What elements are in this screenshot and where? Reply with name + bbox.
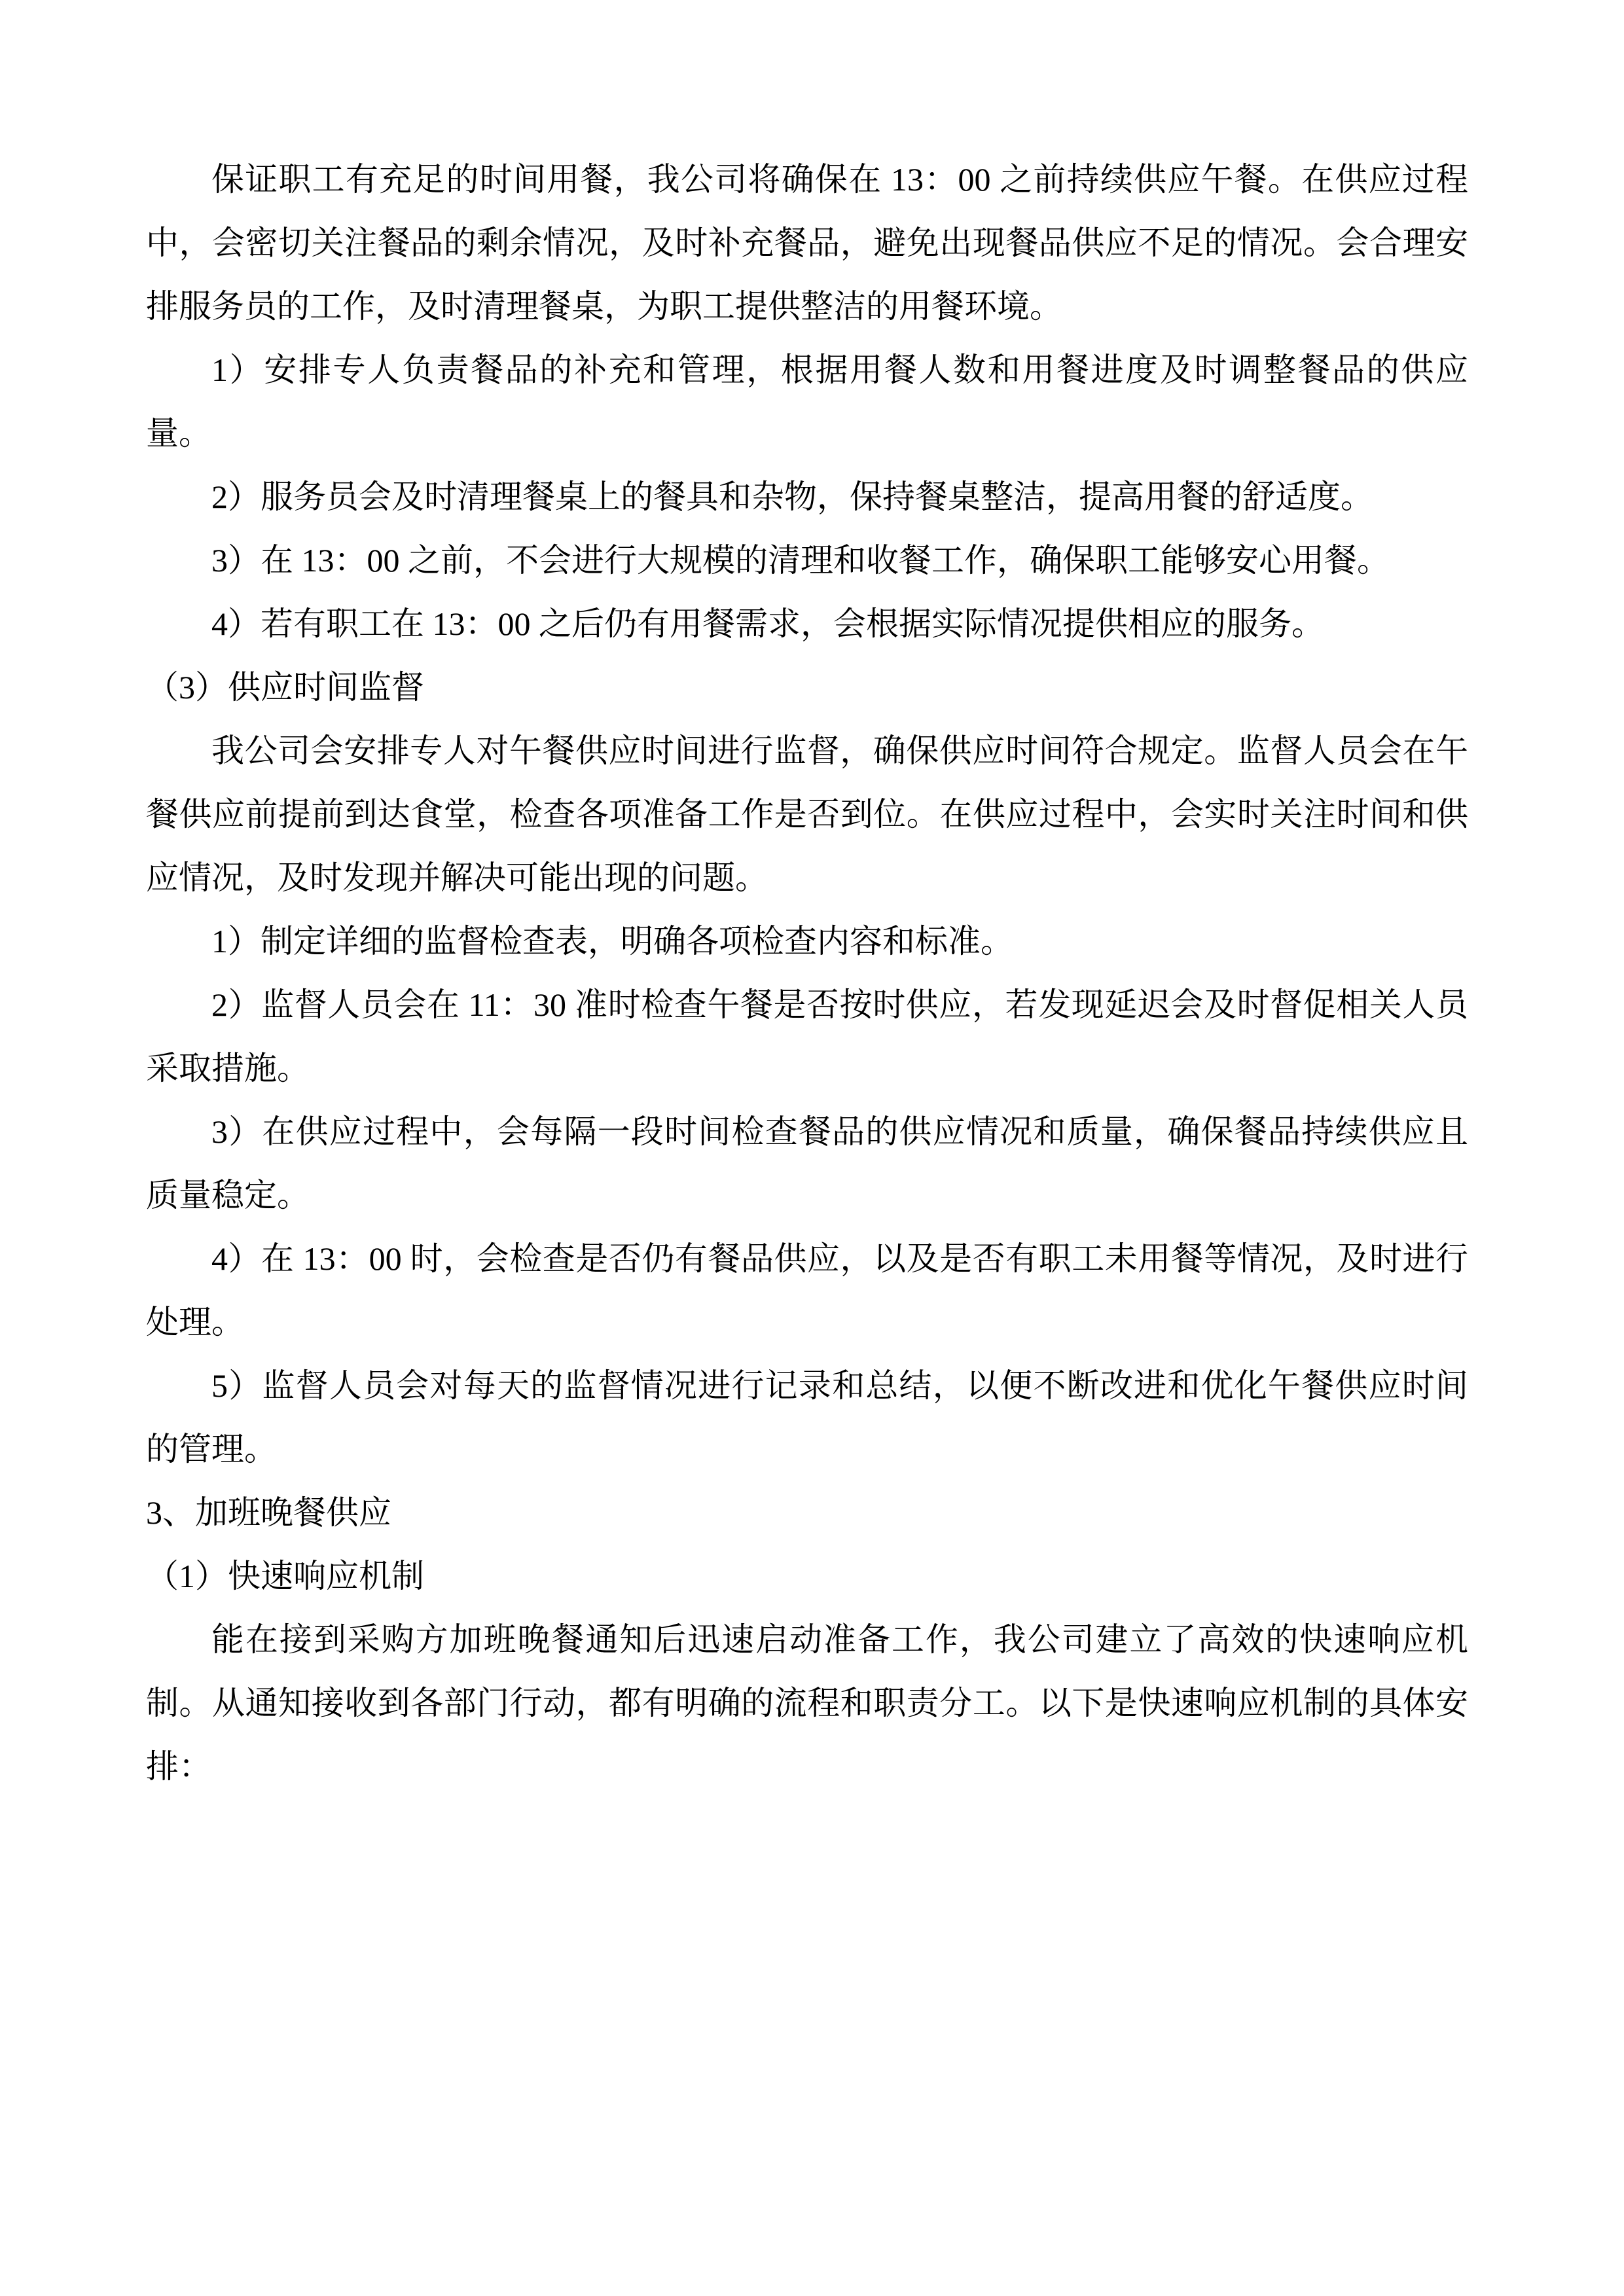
- list-item-lunch-1: 1）安排专人负责餐品的补充和管理，根据用餐人数和用餐进度及时调整餐品的供应量。: [146, 351, 1468, 452]
- paragraph-lunch-supply-intro: 保证职工有充足的时间用餐，我公司将确保在 13：00 之前持续供应午餐。在供应过程中，会密切关注餐品的剩余情况，及时补充餐品，避免出现餐品供应不足的情况。会合理安排服务员的工作，及时清理餐桌，为职工提供整洁的用餐环境。: [146, 161, 1468, 325]
- paragraph-supervision-intro: 我公司会安排专人对午餐供应时间进行监督，确保供应时间符合规定。监督人员会在午餐供应前提前到达食堂，检查各项准备工作是否到位。在供应过程中，会实时关注时间和供应情况，及时发现并解决可能出现的问题。: [146, 732, 1468, 896]
- paragraph-rapid-response-intro: 能在接到采购方加班晚餐通知后迅速启动准备工作，我公司建立了高效的快速响应机制。从通知接收到各部门行动，都有明确的流程和职责分工。以下是快速响应机制的具体安排：: [146, 1621, 1468, 1785]
- list-item-lunch-3: 3）在 13：00 之前，不会进行大规模的清理和收餐工作，确保职工能够安心用餐。: [211, 542, 1390, 579]
- section-heading-rapid-response-mechanism: （1）快速响应机制: [146, 1558, 424, 1594]
- section-heading-supply-time-supervision: （3）供应时间监督: [146, 669, 424, 706]
- list-item-lunch-4: 4）若有职工在 13：00 之后仍有用餐需求，会根据实际情况提供相应的服务。: [211, 605, 1324, 642]
- document-body: [146, 148, 1468, 1799]
- list-item-supervision-1: 1）制定详细的监督检查表，明确各项检查内容和标准。: [211, 923, 1013, 960]
- list-item-supervision-5: 5）监督人员会对每天的监督情况进行记录和总结，以便不断改进和优化午餐供应时间的管理。: [146, 1367, 1468, 1467]
- list-item-supervision-2: 2）监督人员会在 11：30 准时检查午餐是否按时供应，若发现延迟会及时督促相关人员采取措施。: [146, 986, 1468, 1086]
- list-item-lunch-2: 2）服务员会及时清理餐桌上的餐具和杂物，保持餐桌整洁，提高用餐的舒适度。: [211, 478, 1373, 515]
- list-item-supervision-3: 3）在供应过程中，会每隔一段时间检查餐品的供应情况和质量，确保餐品持续供应且质量稳定。: [146, 1113, 1468, 1213]
- list-item-supervision-4: 4）在 13：00 时，会检查是否仍有餐品供应，以及是否有职工未用餐等情况，及时进行处理。: [146, 1240, 1468, 1340]
- section-heading-overtime-dinner-supply: 3、加班晚餐供应: [146, 1494, 391, 1531]
